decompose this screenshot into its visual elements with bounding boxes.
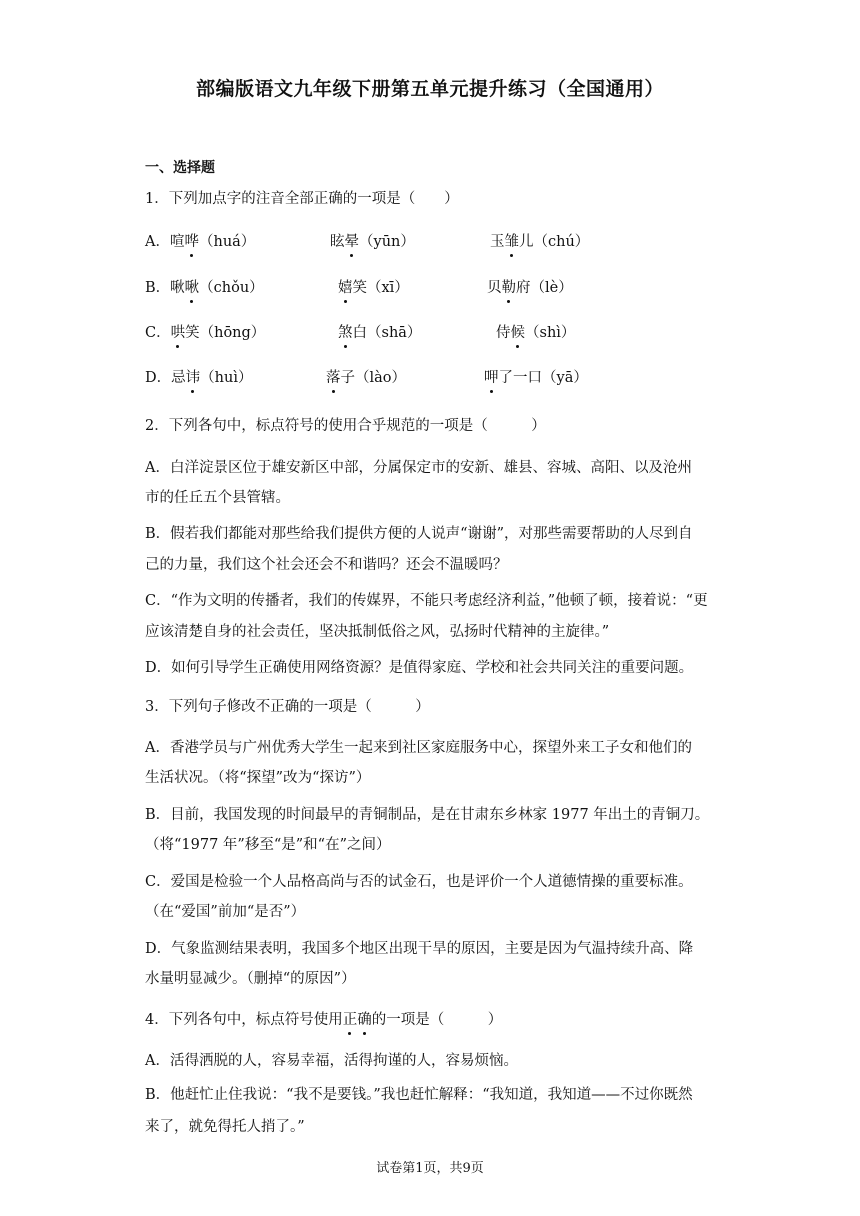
q3-line: （将“1977 年”移至“是”和“在”之间） xyxy=(145,837,391,853)
question-3-stem: 3．下列句子修改不正确的一项是（ ） xyxy=(145,699,430,715)
question-4-stem: 4．下列各句中，标点符号使用正确的一项是（ ） xyxy=(145,1012,503,1028)
page-footer: 试卷第1页，共9页 xyxy=(376,1161,484,1176)
q4-line: B．他赶忙止住我说：“我不是要钱。”我也赶忙解释：“我知道，我知道——不过你既然 xyxy=(145,1087,693,1103)
q1-option-a-label: A．喧哗（huá） xyxy=(145,234,256,250)
q3-line: A．香港学员与广州优秀大学生一起来到社区家庭服务中心，探望外来工子女和他们的 xyxy=(145,740,692,756)
section-heading: 一、选择题 xyxy=(145,160,215,176)
q2-line: D．如何引导学生正确使用网络资源？是值得家庭、学校和社会共同关注的重要问题。 xyxy=(145,660,694,676)
q1-option-c-item-2: 煞白（shā） xyxy=(338,325,422,341)
q1-option-d-item-3: 呷了一口（yā） xyxy=(484,370,588,386)
q3-line: B．目前，我国发现的时间最早的青铜制品，是在甘肃东乡林家 1977 年出土的青铜刀。 xyxy=(145,807,710,823)
q1-option-b-item-3: 贝勒府（lè） xyxy=(487,280,573,296)
q1-option-a-item-3: 玉雏儿（chú） xyxy=(490,234,590,250)
q1-option-b-label: B．啾啾（chǒu） xyxy=(145,280,264,296)
q4-line: A．活得洒脱的人，容易幸福，活得拘谨的人，容易烦恼。 xyxy=(145,1053,518,1069)
q3-line: C．爱国是检验一个人品格高尚与否的试金石，也是评价一个人道德情操的重要标准。 xyxy=(145,874,693,890)
q2-line: A．白洋淀景区位于雄安新区中部，分属保定市的安新、雄县、容城、高阳、以及沧州 xyxy=(145,460,692,476)
q3-line: 水量明显减少。（删掉“的原因”） xyxy=(145,971,356,987)
q1-option-b-item-2: 嬉笑（xī） xyxy=(338,280,409,296)
question-1-stem: 1．下列加点字的注音全部正确的一项是（ ） xyxy=(145,191,459,207)
q1-option-a-item-2: 眩晕（yūn） xyxy=(330,234,415,250)
q1-option-d-label: D．忌讳（huì） xyxy=(145,370,253,386)
q1-option-c-label: C．哄笑（hōng） xyxy=(145,325,266,341)
question-2-stem: 2．下列各句中，标点符号的使用合乎规范的一项是（ ） xyxy=(145,418,546,434)
q3-line: 生活状况。（将“探望”改为“探访”） xyxy=(145,770,371,786)
q3-line: （在“爱国”前加“是否”） xyxy=(145,904,306,920)
q3-line: D．气象监测结果表明，我国多个地区出现干旱的原因，主要是因为气温持续升高、降 xyxy=(145,941,694,957)
q4-line: 来了，就免得托人捎了。” xyxy=(145,1119,305,1135)
q2-line: C．“作为文明的传播者，我们的传媒界，不能只考虑经济利益，”他顿了顿，接着说：“更 xyxy=(145,593,708,609)
page-title: 部编版语文九年级下册第五单元提升练习（全国通用） xyxy=(195,78,664,100)
q2-line: 应该清楚自身的社会责任，坚决抵制低俗之风，弘扬时代精神的主旋律。” xyxy=(145,624,610,640)
q2-line: B．假若我们都能对那些给我们提供方便的人说声“谢谢”，对那些需要帮助的人尽到自 xyxy=(145,526,693,542)
q2-line: 己的力量，我们这个社会还会不和谐吗？还会不温暖吗？ xyxy=(145,557,508,573)
q2-line: 市的任丘五个县管辖。 xyxy=(145,490,290,506)
q1-option-c-item-3: 侍候（shì） xyxy=(496,325,576,341)
q1-option-d-item-2: 落子（lào） xyxy=(326,370,407,386)
